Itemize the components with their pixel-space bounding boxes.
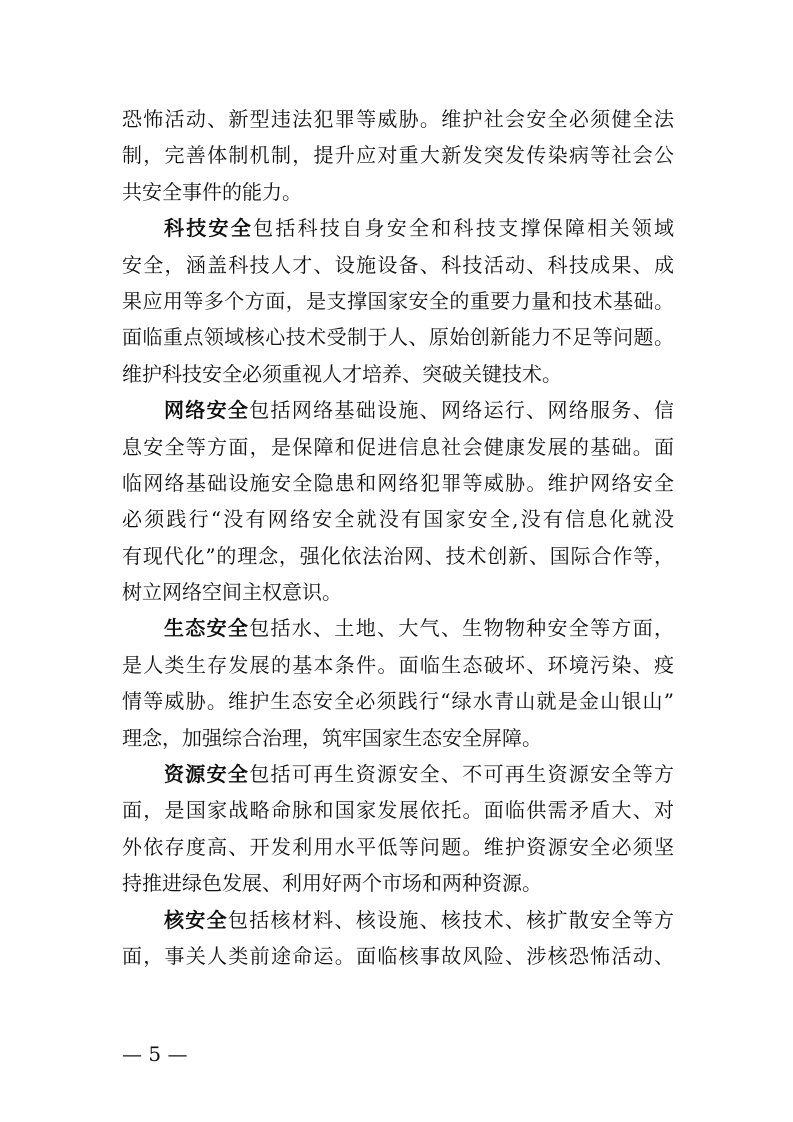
paragraph-nuclear-security (122, 902, 674, 975)
text-line: 果应用等多个方面，是支撑国家安全的重要力量和技术基础。 (122, 288, 674, 313)
text-line: 息安全等方面，是保障和促进信息社会健康发展的基础。面 (122, 434, 674, 459)
text-line: 情等威胁。维护生态安全必须践行“绿水青山就是金山银山” (122, 689, 674, 714)
paragraph-ecological-security (122, 610, 674, 756)
text-line: 有现代化”的理念，强化依法治网、技术创新、国际合作等， (122, 543, 674, 568)
section-heading: 资源安全 (164, 762, 250, 787)
section-heading: 科技安全 (164, 216, 254, 241)
text-line: 面临重点领域核心技术受制于人、原始创新能力不足等问题。 (122, 325, 674, 350)
text-run: 包括科技自身安全和科技支撑保障相关领域 (253, 216, 675, 241)
text-line: 维护科技安全必须重视人才培养、突破关键技术。 (122, 361, 562, 386)
paragraph-continuation (122, 101, 674, 210)
text-line (122, 902, 674, 938)
text-line: 安全，涵盖科技人才、设施设备、科技活动、科技成果、成 (122, 252, 674, 277)
text-run: 包括核材料、核设施、核技术、核扩散安全等方 (227, 907, 675, 932)
text-run: 包括网络基础设施、网络运行、网络服务、信 (249, 398, 675, 423)
text-line (122, 392, 674, 428)
text-line: 共安全事件的能力。 (122, 179, 302, 204)
text-line: 制，完善体制机制，提升应对重大新发突发传染病等社会公 (122, 143, 674, 168)
text-line: 必须践行“没有网络安全就没有国家安全,没有信息化就没 (122, 507, 674, 532)
paragraph-resource-security (122, 756, 674, 902)
text-line: 是人类生存发展的基本条件。面临生态破坏、环境污染、疫 (122, 652, 674, 677)
text-run: 包括可再生资源安全、不可再生资源安全等方 (249, 762, 675, 787)
page-number: — 5 — (122, 1042, 188, 1066)
text-line: 树立网络空间主权意识。 (122, 580, 342, 605)
section-heading: 生态安全 (164, 616, 250, 641)
section-heading: 网络安全 (164, 398, 250, 423)
document-body (122, 101, 674, 974)
section-heading: 核安全 (164, 907, 228, 932)
text-line (122, 610, 674, 646)
text-run: 包括水、土地、大气、生物物种安全等方面， (249, 616, 675, 641)
paragraph-tech-security (122, 210, 674, 392)
text-line: 恐怖活动、新型违法犯罪等威胁。维护社会安全必须健全法 (122, 107, 674, 131)
text-line (122, 756, 674, 792)
text-line: 面，是国家战略命脉和国家发展依托。面临供需矛盾大、对 (122, 798, 674, 823)
text-line: 面，事关人类前途命运。面临核事故风险、涉核恐怖活动、 (122, 943, 674, 968)
paragraph-network-security (122, 392, 674, 610)
text-line (122, 210, 674, 246)
text-line: 持推进绿色发展、利用好两个市场和两种资源。 (122, 871, 542, 896)
text-line: 临网络基础设施安全隐患和网络犯罪等威胁。维护网络安全 (122, 470, 674, 495)
text-line: 理念，加强综合治理，筑牢国家生态安全屏障。 (122, 725, 542, 750)
text-line: 外依存度高、开发利用水平低等问题。维护资源安全必须坚 (122, 834, 674, 859)
